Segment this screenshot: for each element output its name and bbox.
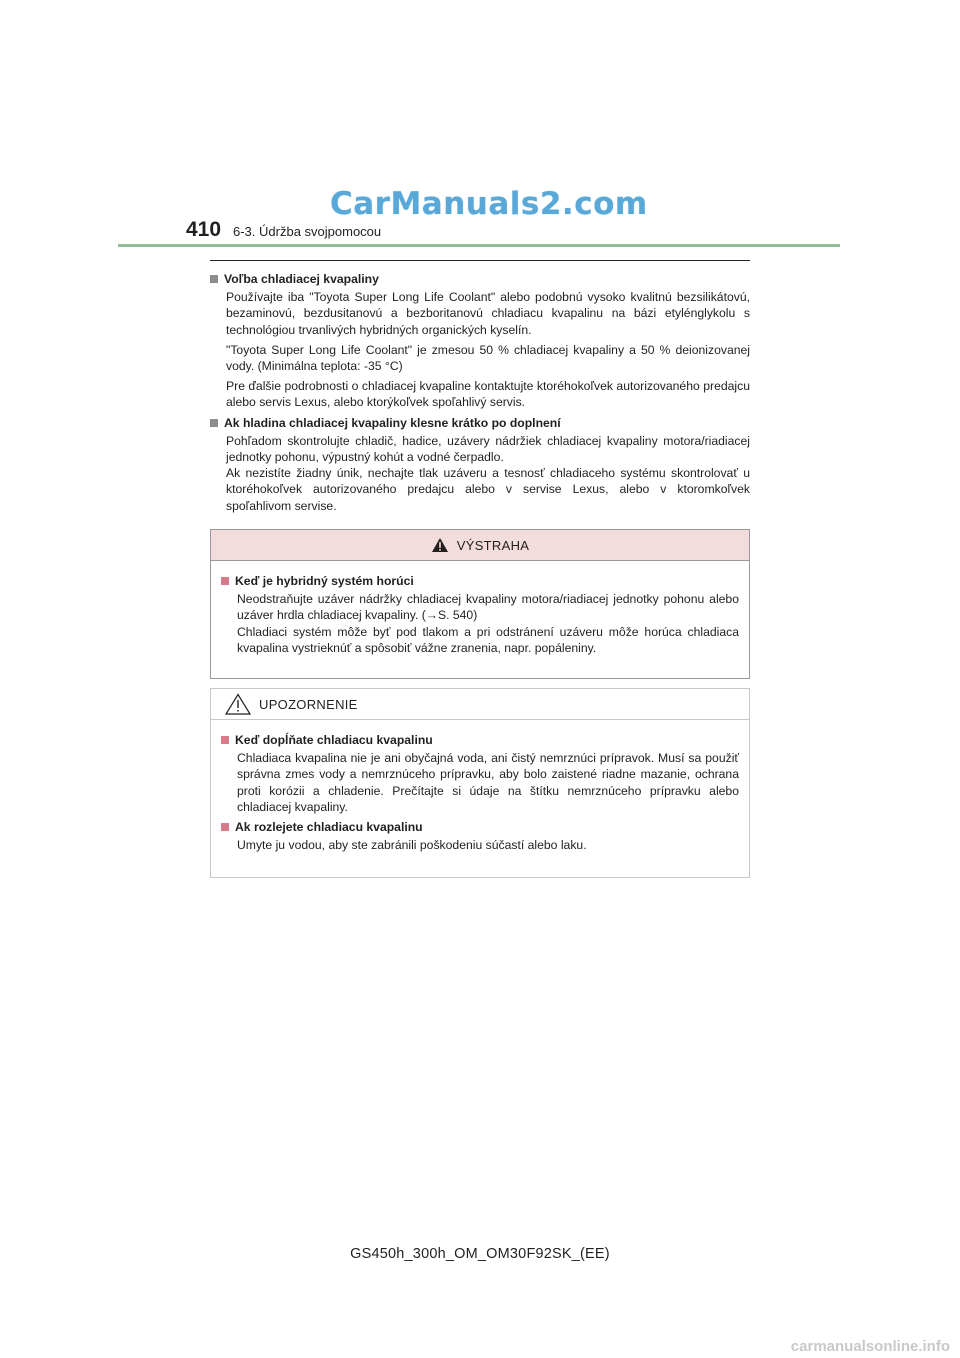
notice-box — [210, 688, 750, 878]
manual-code: GS450h_300h_OM_OM30F92SK_(EE) — [350, 1246, 610, 1262]
section-heading: Voľba chladiacej kvapaliny — [224, 272, 379, 286]
square-bullet-icon — [210, 275, 218, 283]
warning-item-heading: Keď je hybridný systém horúci — [235, 574, 414, 588]
header-rule — [118, 244, 840, 247]
section-coolant-drop — [210, 415, 750, 514]
carmanuals-watermark: CarManuals2.com — [330, 186, 648, 222]
warning-title: VÝSTRAHA — [456, 537, 530, 553]
square-bullet-icon — [221, 736, 229, 744]
paragraph: Chladiaci systém môže byť pod tlakom a pri odstránení uzáveru môže horúca chladiaca kvapalina vystrieknúť a spôsobiť vážne zranenia, napr. popáleniny. — [237, 624, 739, 655]
paragraph: Používajte iba "Toyota Super Long Life Coolant" alebo podobnú vysoko kvalitnú bezsilikátovú, bezaminovú, bezdusitanovú a bezboritanovú chladiacu kvapalinu na bázi etylénglykolu s technológiou trvanlivých hybridných organických kyselín. — [226, 290, 750, 337]
square-bullet-icon — [221, 823, 229, 831]
paragraph: Umyte ju vodou, aby ste zabránili poškodeniu súčastí alebo laku. — [237, 838, 587, 853]
carmanualsonline-watermark: carmanualsonline.info — [790, 1338, 950, 1355]
section-title: 6-3. Údržba svojpomocou — [233, 224, 382, 239]
paragraph: Neodstraňujte uzáver nádržky chladiacej kvapaliny motora/riadiacej jednotky pohonu alebo uzáver hrdla chladiacej kvapaliny. (→S. 540) — [237, 592, 739, 623]
notice-title: UPOZORNENIE — [259, 696, 358, 712]
paragraph: Ak nezistíte žiadny únik, nechajte tlak uzáveru a tesnosť chladiaceho systému skontrolovať u ktoréhokoľvek autorizovaného predajcu alebo v servise Lexus, alebo v ktoromkoľvek spoľahlivom servise. — [226, 466, 750, 513]
notice-item-heading: Keď dopĺňate chladiacu kvapalinu — [235, 733, 433, 747]
warning-box — [210, 529, 750, 679]
section-coolant-choice — [210, 271, 750, 411]
main-content — [210, 271, 750, 518]
caution-triangle-icon — [225, 693, 251, 715]
paragraph: Pre ďalšie podrobnosti o chladiacej kvapaline kontaktujte ktoréhokoľvek autorizovaného predajcu alebo servis Lexus, alebo ktorýkoľvek spoľahlivý servis. — [226, 379, 750, 410]
square-bullet-icon — [221, 577, 229, 585]
page-number: 410 — [186, 218, 222, 241]
notice-item-heading: Ak rozlejete chladiacu kvapalinu — [235, 820, 423, 835]
paragraph: Chladiaca kvapalina nie je ani obyčajná voda, ani čistý nemrznúci prípravok. Musí sa použiť správna zmes vody a nemrznúceho prípravku, aby bolo zaistené riadne mazanie, ochrana proti korózii a chladenie. Prečítajte si údaje na štítku nemrznúceho prípravku alebo chladiacej kvapaliny. — [237, 751, 739, 814]
paragraph: Pohľadom skontrolujte chladič, hadice, uzávery nádržiek chladiacej kvapaliny motora/riadiacej jednotky pohonu, výpustný kohút a vodné čerpadlo. — [226, 433, 750, 465]
section-heading: Ak hladina chladiacej kvapaliny klesne krátko po doplnení — [224, 415, 561, 430]
content-top-rule — [210, 260, 750, 261]
square-bullet-icon — [210, 419, 218, 427]
warning-triangle-icon — [431, 537, 449, 553]
paragraph: "Toyota Super Long Life Coolant" je zmesou 50 % chladiacej kvapaliny a 50 % deionizovanej vody. (Minimálna teplota: -35 °C) — [226, 342, 750, 374]
